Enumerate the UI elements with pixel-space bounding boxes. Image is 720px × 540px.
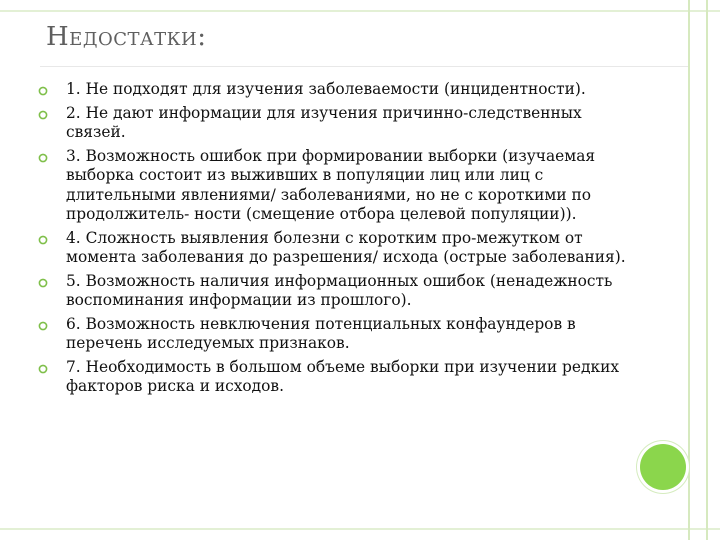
frame-top-line (0, 10, 720, 12)
ring-bullet-icon (38, 153, 48, 163)
bullet-list (38, 80, 638, 401)
frame-right-line-outer (706, 0, 708, 540)
ring-bullet-icon (38, 235, 48, 245)
list-item (38, 315, 638, 354)
list-item-text: 6. Возможность невключения потенциальных конфаундеров в перечень исследуемых признаков. (66, 314, 576, 352)
list-item-text: 7. Необходимость в большом объеме выборки при изучении редких факторов риска и исходов. (66, 357, 620, 395)
list-item-text: 5. Возможность наличия информационных ошибок (ненадежность воспоминания информации из прошлого). (66, 271, 613, 309)
ring-bullet-icon (38, 110, 48, 120)
ring-bullet-icon (38, 321, 48, 331)
list-item (38, 358, 638, 397)
list-item-text: 3. Возможность ошибок при формировании выборки (изучаемая выборка состоит из выживших в популяции лиц или лиц с длительными явлениями/ заболеваниями, но не с короткими по продолжитель- ности (смещение отбора целевой популяции)). (66, 146, 596, 223)
list-item (38, 147, 638, 225)
decorative-green-circle (640, 444, 686, 490)
ring-bullet-icon (38, 364, 48, 374)
list-item (38, 272, 638, 311)
list-item-text: 2. Не дают информации для изучения причинно-следственных связей. (66, 103, 582, 141)
slide-title: Недостатки: (46, 22, 207, 52)
list-item (38, 80, 638, 100)
list-item-text: 4. Сложность выявления болезни с коротким про-межутком от момента заболевания до разрешения/ исхода (острые заболевания). (66, 228, 626, 266)
ring-bullet-icon (38, 86, 48, 96)
list-item (38, 229, 638, 268)
title-divider (40, 66, 688, 67)
frame-right-line-inner (688, 0, 690, 540)
frame-bottom-line (0, 528, 720, 530)
list-item-text: 1. Не подходят для изучения заболеваемости (инцидентности). (66, 80, 586, 98)
list-item (38, 104, 638, 143)
ring-bullet-icon (38, 278, 48, 288)
